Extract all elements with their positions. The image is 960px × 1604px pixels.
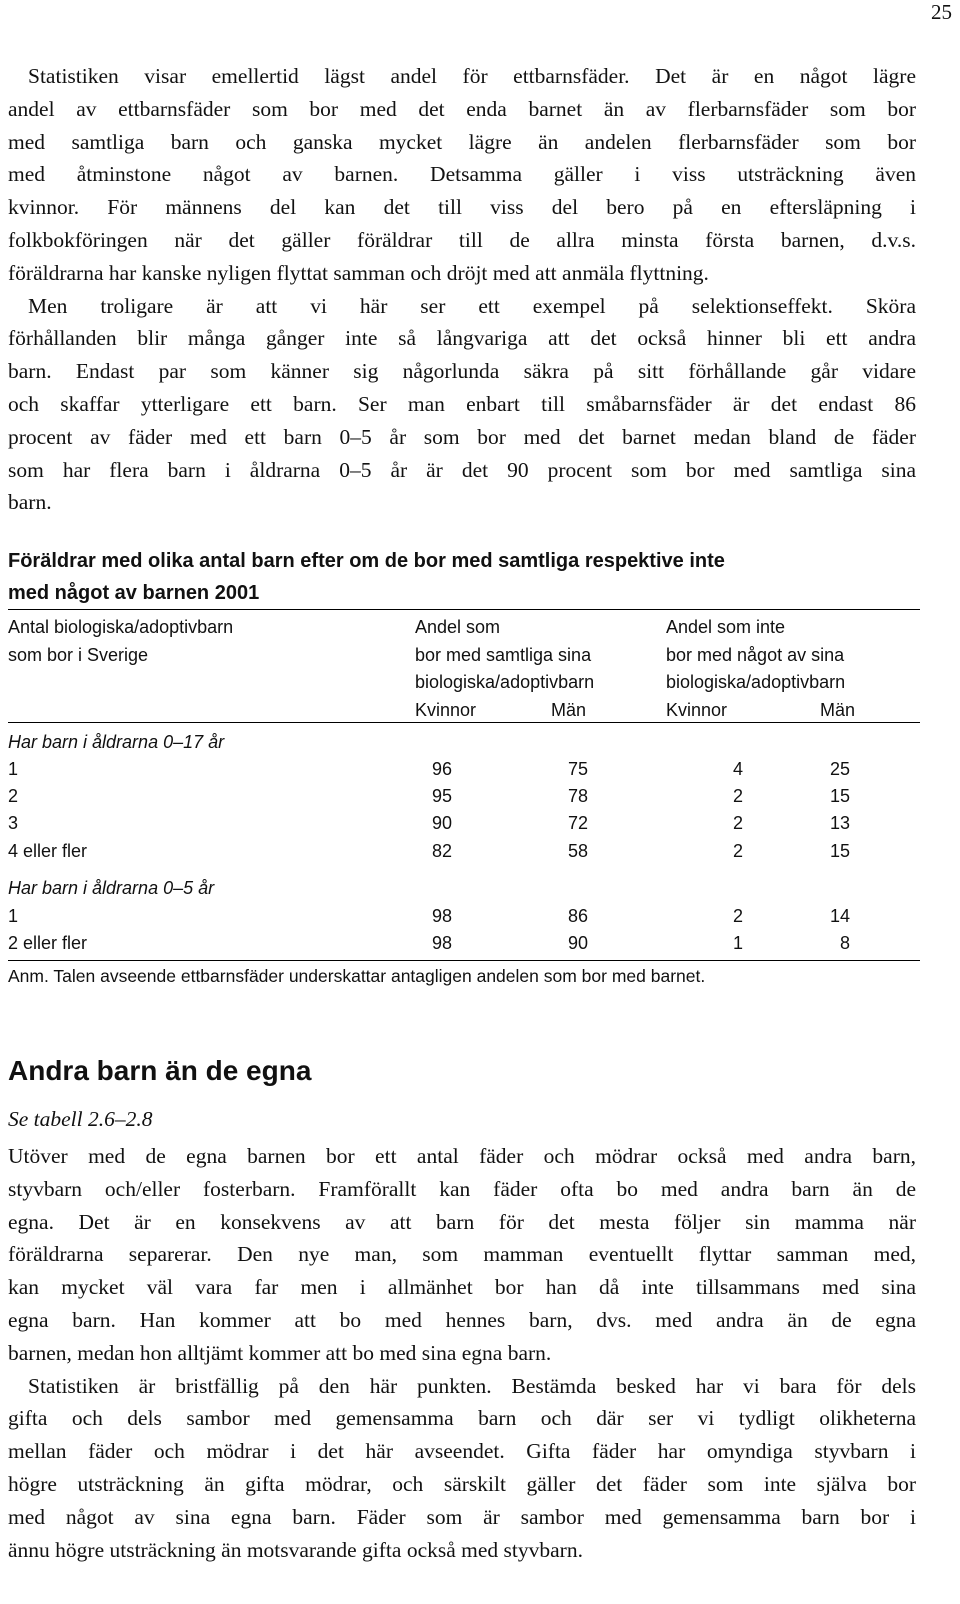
row-label: 2 eller fler xyxy=(8,933,88,953)
group-label: Har barn i åldrarna 0–17 år xyxy=(8,732,225,752)
cell-value: 25 xyxy=(829,759,850,779)
cell-value: 4 xyxy=(732,759,743,779)
text-line: Statistiken är bristfällig på den här punkten. Bestämda besked har vi bara för dels xyxy=(28,1373,916,1398)
cell-value: 2 xyxy=(732,786,743,806)
text-line: procent av fäder med ett barn 0–5 år som bor med det barnet medan bland de fäder xyxy=(8,424,916,449)
header-col2-line2: bor med samtliga sina xyxy=(415,645,592,665)
table-header-rule xyxy=(8,722,920,723)
text-line: egna barn. Han kommer att bo med hennes barn, dvs. med andra än de egna xyxy=(8,1307,916,1332)
text-line: förhållanden blir många gånger inte så långvariga att det också hinner bli ett andra xyxy=(8,326,916,351)
header-col1-line1: Antal biologiska/adoptivbarn xyxy=(8,617,234,637)
text-line: barn. Endast par som känner sig någorlunda säkra på sitt förhållande går vidare xyxy=(8,359,916,384)
table-note: Anm. Talen avseende ettbarnsfäder underskattar antagligen andelen som bor med barnet. xyxy=(8,966,706,986)
text-line: med något av sina egna barn. Fäder som är sambor med gemensamma barn bor i xyxy=(8,1504,916,1529)
cell-value: 96 xyxy=(431,759,452,779)
paragraph-other-children xyxy=(8,1140,916,1566)
header-col1-line2: som bor i Sverige xyxy=(8,645,149,665)
cell-value: 72 xyxy=(567,813,588,833)
cell-value: 86 xyxy=(567,906,588,926)
text-line: kvinnor. För männens del kan det till viss del bero på en eftersläpning i xyxy=(8,195,916,220)
table-title-line: med något av barnen 2001 xyxy=(8,582,260,604)
text-line: styvbarn och/eller fosterbarn. Framförallt kan fäder ofta bo med andra barn än de xyxy=(8,1176,916,1201)
cell-value: 90 xyxy=(567,933,588,953)
text-line: folkbokföringen när det gäller föräldrar till de allra minsta första barnen, d.v.s. xyxy=(8,227,916,252)
text-line: Statistiken visar emellertid lägst andel för ettbarnsfäder. Det är en något lägre xyxy=(28,64,916,88)
header-kvinnor-2: Kvinnor xyxy=(666,700,728,720)
cell-value: 8 xyxy=(839,933,850,953)
text-line: barn. xyxy=(8,490,52,515)
row-label: 2 xyxy=(8,786,19,806)
cell-value: 2 xyxy=(732,813,743,833)
text-line: mellan fäder och mödrar i det här avseendet. Gifta fäder har omyndiga styvbarn i xyxy=(8,1439,916,1464)
cell-value: 98 xyxy=(431,906,452,926)
cell-value: 2 xyxy=(732,841,743,861)
cell-value: 58 xyxy=(567,841,588,861)
text-line: Men troligare är att vi här ser ett exempel på selektionseffekt. Sköra xyxy=(28,293,916,318)
section-heading: Andra barn än de egna xyxy=(8,1055,312,1086)
header-col3-line2: bor med något av sina xyxy=(666,645,845,665)
text-line: kan mycket väl vara far men i allmänhet bor han då inte tillsammans med sina xyxy=(8,1275,916,1300)
row-label: 3 xyxy=(8,813,19,833)
header-man-1: Män xyxy=(551,700,587,720)
text-line: barnen, medan hon alltjämt kommer att bo med sina egna barn. xyxy=(8,1340,552,1365)
header-kvinnor-1: Kvinnor xyxy=(415,700,477,720)
header-col3-line3: biologiska/adoptivbarn xyxy=(666,672,846,692)
cell-value: 14 xyxy=(829,906,850,926)
text-line: egna. Det är en konsekvens av att barn för det mesta följer sin mamma när xyxy=(8,1209,916,1234)
group-label: Har barn i åldrarna 0–5 år xyxy=(8,878,215,898)
table-bottom-rule xyxy=(8,960,920,961)
cell-value: 75 xyxy=(567,759,588,779)
text-line: föräldrarna separerar. Den nye man, som mamman eventuellt flyttar samman med, xyxy=(8,1242,916,1267)
cell-value: 15 xyxy=(829,786,850,806)
table-title xyxy=(8,545,918,609)
text-line: gifta och dels sambor med gemensamma barn och där ser vi tydligt olikheterna xyxy=(8,1406,916,1431)
row-label: 1 xyxy=(8,759,19,779)
cell-value: 95 xyxy=(431,786,452,806)
text-line: ännu högre utsträckning än motsvarande gifta också med styvbarn. xyxy=(8,1537,583,1562)
page-number: 25 xyxy=(931,0,952,24)
table-title-line: Föräldrar med olika antal barn efter om de bor med samtliga respektive inte xyxy=(8,550,725,572)
cell-value: 90 xyxy=(431,813,452,833)
paragraph-fathers-statistics xyxy=(8,60,916,519)
header-col3-line1: Andel som inte xyxy=(666,617,786,637)
text-line: med åtminstone något av barnen. Detsamma gäller i viss utsträckning även xyxy=(8,162,916,187)
row-label: 1 xyxy=(8,906,19,926)
text-line: Utöver med de egna barnen bor ett antal fäder och mödrar också med andra barn, xyxy=(8,1144,916,1168)
cell-value: 82 xyxy=(431,841,452,861)
text-line: med samtliga barn och ganska mycket lägre än andelen flerbarnsfäder som bor xyxy=(8,129,916,154)
cell-value: 15 xyxy=(829,841,850,861)
header-col2-line3: biologiska/adoptivbarn xyxy=(415,672,595,692)
row-label: 4 eller fler xyxy=(8,841,88,861)
cell-value: 98 xyxy=(431,933,452,953)
table-reference: Se tabell 2.6–2.8 xyxy=(8,1107,153,1131)
header-man-2: Män xyxy=(820,700,856,720)
text-line: föräldrarna har kanske nyligen flyttat samman och dröjt med att anmäla flyttning. xyxy=(8,260,709,285)
cell-value: 78 xyxy=(567,786,588,806)
text-line: andel av ettbarnsfäder som bor med det enda barnet än av flerbarnsfäder som bor xyxy=(8,96,916,121)
table-top-rule xyxy=(8,609,920,610)
header-col2-line1: Andel som xyxy=(415,617,501,637)
cell-value: 1 xyxy=(732,933,743,953)
text-line: högre utsträckning än gifta mödrar, och särskilt gäller det fäder som inte själva bor xyxy=(8,1471,916,1496)
text-line: och skaffar ytterligare ett barn. Ser man enbart till småbarnsfäder är det endast 86 xyxy=(8,391,916,416)
cell-value: 2 xyxy=(732,906,743,926)
cell-value: 13 xyxy=(829,813,850,833)
text-line: som har flera barn i åldrarna 0–5 år är det 90 procent som bor med samtliga sina xyxy=(8,457,916,482)
